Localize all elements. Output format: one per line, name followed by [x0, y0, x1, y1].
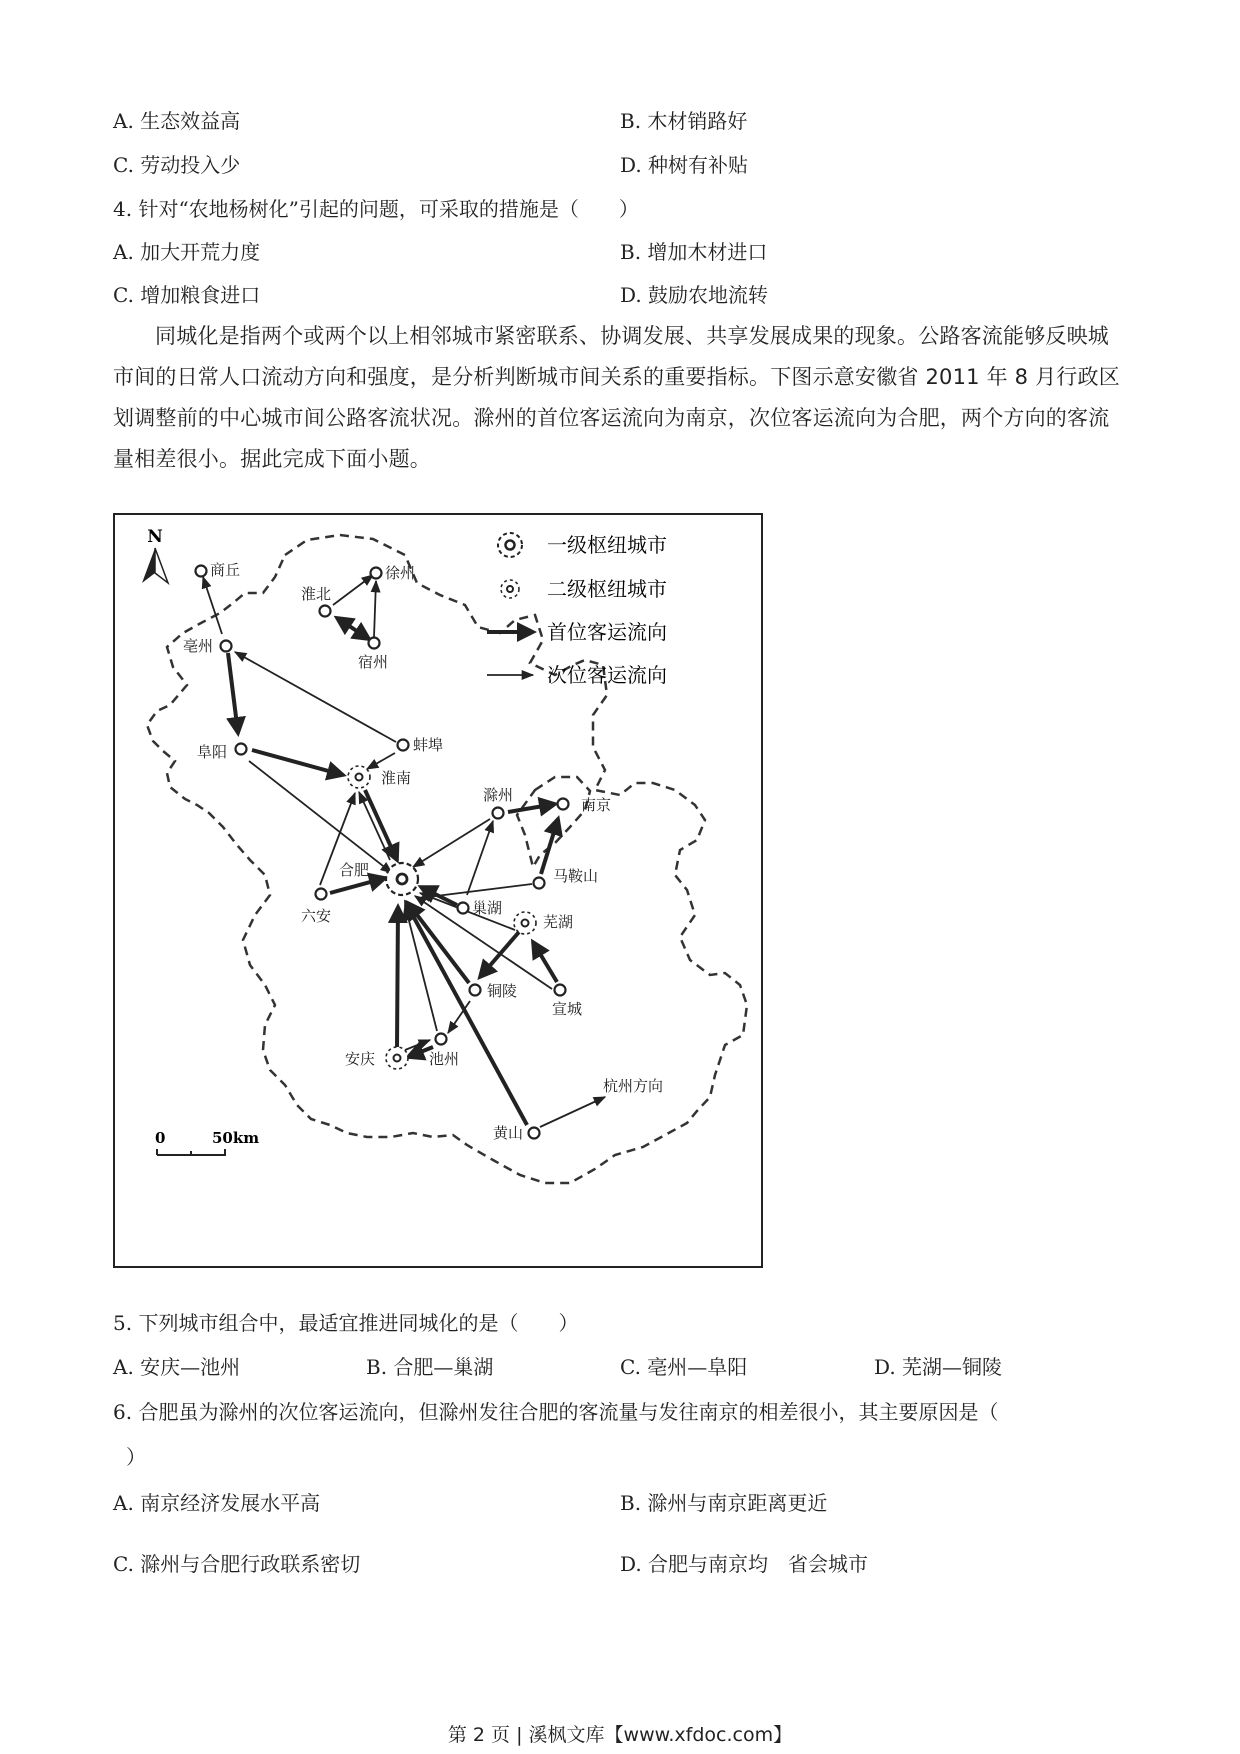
q5-stem: 5. 下列城市组合中，最适宜推进同城化的是（ ）	[113, 1311, 579, 1335]
label-huangshan: 黄山	[493, 1124, 524, 1142]
q3-option-c: C. 劳动投入少	[113, 153, 241, 177]
label-hangzhou: 杭州方向	[603, 1077, 664, 1095]
label-shangqiu: 商丘	[210, 561, 241, 579]
flow-bozhou-shangqiu	[203, 577, 222, 634]
flow-anqing-hefei	[397, 907, 398, 1047]
q6-option-d: D. 合肥与南京均 省会城市	[620, 1552, 869, 1576]
label-bozhou: 亳州	[183, 637, 214, 655]
city-labels	[183, 561, 663, 1142]
legend-level2: 二级枢纽城市	[547, 577, 667, 601]
q4-option-a: A. 加大开荒力度	[113, 240, 261, 264]
legend-secondary: 次位客运流向	[547, 663, 667, 687]
fuyang-node	[236, 744, 247, 755]
flow-chizhou-hefei	[405, 905, 437, 1031]
q5-option-a: A. 安庆—池州	[113, 1355, 241, 1379]
passage-text: 同城化是指两个或两个以上相邻城市紧密联系、协调发展、共享发展成果的现象。公路客流能够反映城市间的日常人口流动方向和强度，是分析判断城市间关系的重要指标。下图示意安徽省 2011 年 8 月行政区划调整前的中心城市间公路客流状况。滁州的首位客运流向为南京，次位客运流向为合肥，两个方向的客流量相差很小。据此完成下面小题。	[113, 324, 1120, 471]
chizhou-node	[436, 1034, 447, 1045]
q6-stem: 6. 合肥虽为滁州的次位客运流向，但滁州发往合肥的客流量与发往南京的相差很小，其主要原因是（	[113, 1400, 999, 1424]
flow-xuancheng-wuhu	[533, 942, 557, 982]
label-suzhou: 宿州	[358, 653, 389, 671]
luan-node	[316, 889, 327, 900]
xuancheng-node	[555, 985, 566, 996]
shangqiu-node	[196, 566, 207, 577]
label-huaibei: 淮北	[301, 585, 332, 603]
label-huainan: 淮南	[381, 769, 412, 787]
nanjing-salient	[517, 777, 590, 867]
q5-option-d: D. 芜湖—铜陵	[874, 1355, 1003, 1379]
anhui-passenger-flow-map	[113, 513, 763, 1268]
tongling-node	[470, 985, 481, 996]
label-wuhu: 芜湖	[543, 913, 574, 931]
q4-option-d: D. 鼓励农地流转	[620, 283, 769, 307]
flow-maanshan-nanjing	[541, 819, 558, 874]
label-bengbu: 蚌埠	[413, 736, 444, 754]
svg-text:N: N	[147, 527, 163, 547]
flow-chaohu-chuzhou	[467, 821, 493, 895]
scale-bar	[155, 1129, 259, 1155]
legend-level1: 一级枢纽城市	[547, 533, 667, 557]
bozhou-node	[221, 641, 232, 652]
flow-tongling-hefei	[408, 903, 469, 983]
flow-huaibei-xuzhou	[333, 575, 373, 605]
svg-text:50km: 50km	[212, 1129, 260, 1147]
flow-huaibei-suzhou	[337, 618, 369, 639]
q3-option-a: A. 生态效益高	[113, 109, 241, 133]
maanshan-node	[534, 878, 545, 889]
label-xuzhou: 徐州	[385, 564, 416, 582]
flow-wuhu-tongling	[480, 932, 519, 977]
q4-stem: 4. 针对“农地杨树化”引起的问题，可采取的措施是（ ）	[113, 197, 639, 221]
legend-primary: 首位客运流向	[547, 620, 667, 644]
north-arrow	[142, 527, 168, 583]
q4-option-b: B. 增加木材进口	[620, 240, 768, 264]
label-chizhou: 池州	[429, 1050, 460, 1068]
label-hefei: 合肥	[339, 861, 370, 879]
label-luan: 六安	[301, 907, 332, 925]
flow-bengbu-huainan	[367, 753, 395, 769]
page-footer: 第 2 页 | 溪枫文库【www.xfdoc.com】	[447, 1724, 793, 1746]
label-anqing: 安庆	[345, 1050, 376, 1068]
flow-fuyang-huainan	[252, 750, 343, 775]
q6-option-c: C. 滁州与合肥行政联系密切	[113, 1552, 361, 1576]
label-maanshan: 马鞍山	[553, 867, 599, 885]
q6-option-b: B. 滁州与南京距离更近	[620, 1491, 828, 1515]
flow-chuzhou-nanjing	[508, 804, 555, 812]
label-chuzhou: 滁州	[483, 786, 514, 804]
flow-huainan-hefei	[365, 790, 397, 860]
label-fuyang: 阜阳	[197, 743, 228, 761]
city-nodes	[196, 566, 569, 1139]
flow-huangshan-hangzhou	[540, 1097, 605, 1127]
label-nanjing: 南京	[581, 796, 612, 814]
flow-suzhou-xuzhou	[374, 581, 376, 637]
label-chaohu: 巢湖	[472, 899, 503, 917]
bengbu-node	[398, 740, 409, 751]
q6-option-a: A. 南京经济发展水平高	[113, 1491, 321, 1515]
q4-option-c: C. 增加粮食进口	[113, 283, 261, 307]
q6-stem-end: ）	[126, 1445, 146, 1469]
huaibei-node	[320, 606, 331, 617]
q5-option-b: B. 合肥—巢湖	[366, 1355, 494, 1379]
label-tongling: 铜陵	[487, 982, 518, 1000]
suzhou-node	[369, 638, 380, 649]
xuzhou-node	[371, 568, 382, 579]
map-svg	[115, 515, 761, 1266]
flow-luan-hefei	[330, 878, 385, 893]
chaohu-node	[458, 903, 469, 914]
map-legend	[487, 533, 667, 687]
svg-text:0: 0	[155, 1129, 166, 1147]
q3-option-d: D. 种树有补贴	[620, 153, 749, 177]
huangshan-node	[529, 1128, 540, 1139]
nanjing-node	[558, 799, 569, 810]
flow-huangshan-hefei	[406, 903, 527, 1125]
q3-option-b: B. 木材销路好	[620, 109, 748, 133]
q5-option-c: C. 亳州—阜阳	[620, 1355, 748, 1379]
chuzhou-node	[493, 808, 504, 819]
flow-bozhou-fuyang	[228, 653, 238, 733]
label-xuancheng: 宣城	[552, 1000, 583, 1018]
